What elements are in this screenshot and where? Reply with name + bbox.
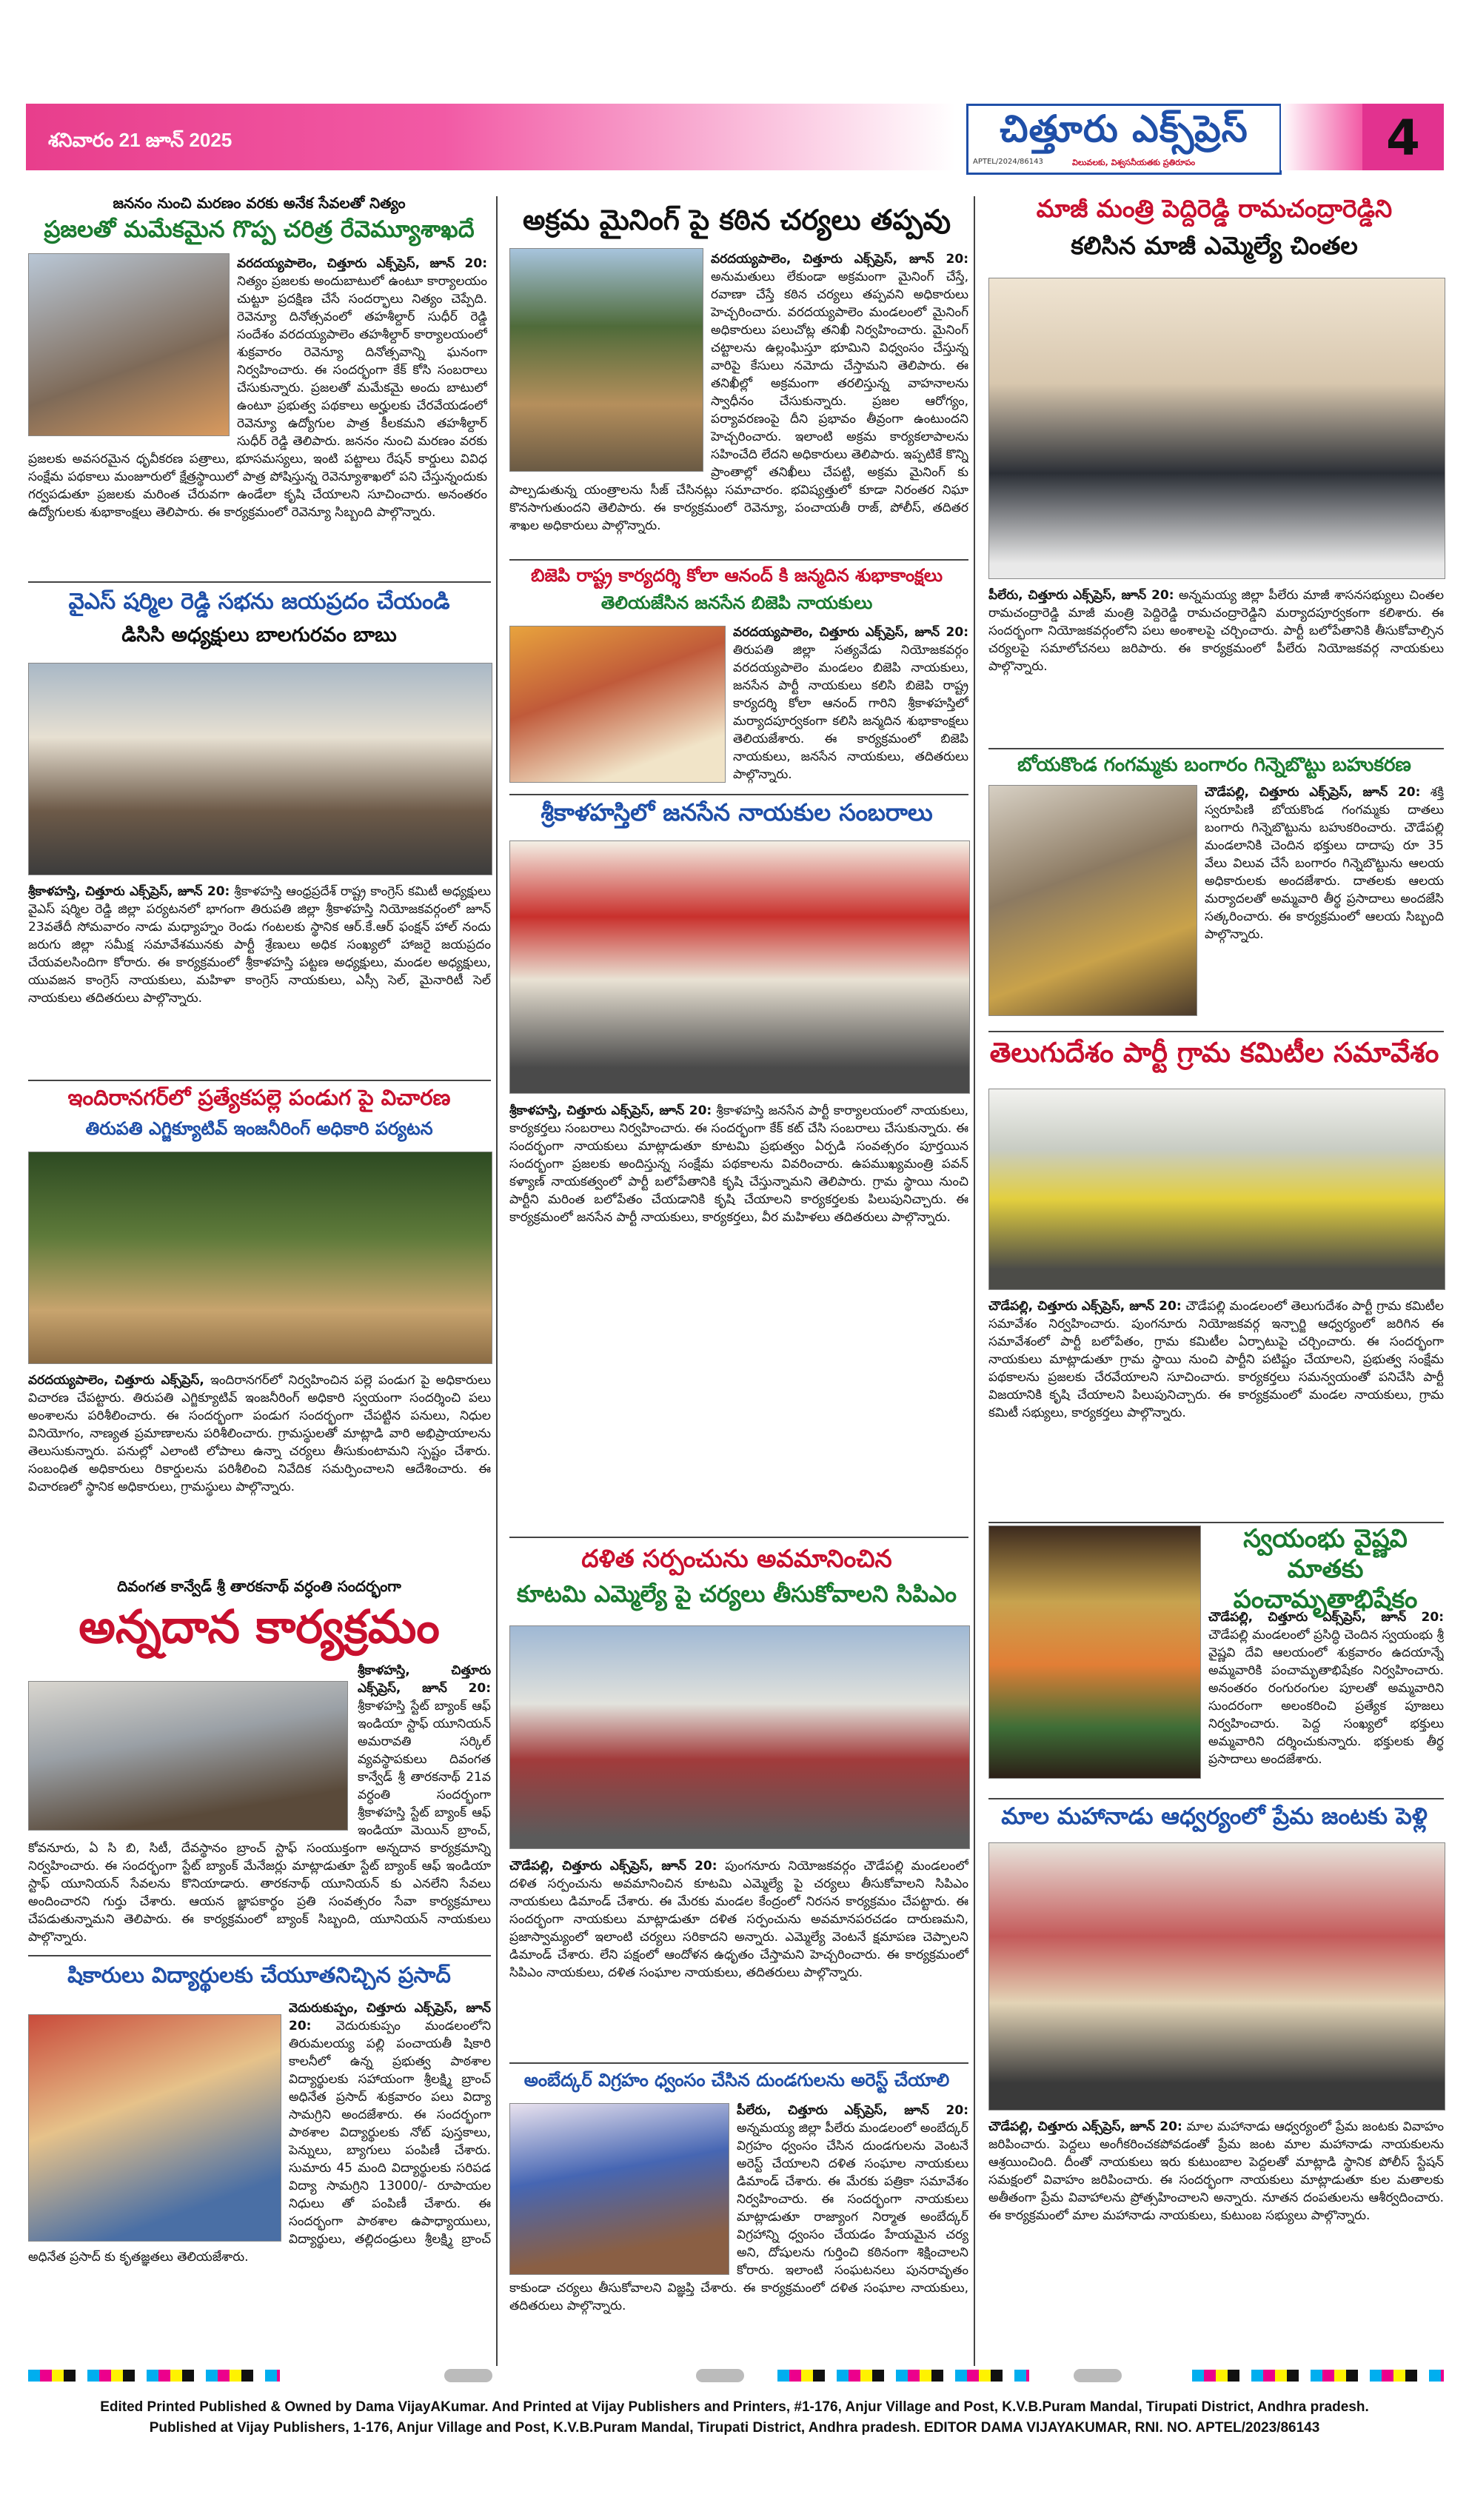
a11-headline: మాజీ మంత్రి పెద్దిరెడ్డి రామచంద్రారెడ్డిని [1036,194,1393,223]
a8-text: శ్రీకాళహస్తి జనసేన పార్టీ కార్యాలయంలో నాయకులు, కార్యకర్తలు సంబరాలు నిర్వహించారు. ఈ సందర్భంగా కేక్ కట్ చేసి సంబరాలు చేసుకున్నారు. ఈ సందర్భంగా నాయకులు మాట్లాడుతూ కూటమి ప్రభుత్వం ఏర్పడి సంవత్సరం పూర్తయిన సందర్భంగా ప్రజలకు అందిస్తున్న సంక్షేమ పథకాలను వివరించారు. ఉపముఖ్యమంత్రి పవన్ కళ్యాణ్ నాయకత్వంలో పార్టీ బలోపేతానికి కృషి చేస్తున్నామని తెలిపారు. గ్రామ స్థాయి నుంచి పార్టీని మరింత బలోపేతం చేయడానికి కృషి చేయాలని కార్యకర్తలకు పిలుపునిచ్చారు. ఈ కార్యక్రమంలో జనసేన పార్టీ నాయకులు, కార్యకర్తలు, వీర మహిళలు తదితరులు పాల్గొన్నారు. [509,1103,968,1225]
a9-subhead: కూటమి ఎమ్మెల్యే పై చర్యలు తీసుకోవాలని సిపిఎం [516,1581,957,1608]
a11-subhead: కలిసిన మాజీ ఎమ్మెల్యే చింతల [1071,231,1358,260]
registration-marks-left [28,2370,280,2382]
a1-text: నిత్యం ప్రజలకు అందుబాటులో ఉంటూ కార్యాలయం చుట్టూ ప్రదక్షిణ చేసే సందర్భాలు నిత్యం చెప్పేది. రెవెన్యూ దినోత్సవంలో తహశీల్దార్ సుధీర్ రెడ్డి సందేశం వరదయ్యపాలెం తహశీల్దార్ కార్యాలయంలో శుక్రవారం రెవెన్యూ దినోత్సవాన్ని ఘనంగా నిర్వహించారు. ఈ సందర్భంగా కేక్ కోసి సంబరాలు చేసుకున్నారు. ప్రజలతో మమేకమై అందు బాటులో ఉంటూ ప్రభుత్వ పథకాలు అర్హులకు చేరవేయడంలో రెవెన్యూ ఉద్యోగుల పాత్ర కీలకమని తహశీల్దార్ సుధీర్ రెడ్డి తెలిపారు. జననం నుంచి మరణం వరకు ప్రజలకు అవసరమైన ధృవీకరణ పత్రాలు, భూసమస్యలు, ఇంటి పట్టాలు రేషన్ కార్డులు వివిధ సంక్షేమ పథకాలు మంజూరులో క్షేత్రస్థాయిలో పాత్ర పోషిస్తున్న రెవెన్యూశాఖలో పని చేస్తున్నందుకు గర్వపడుతూ ప్రజలకు మరింత చేరువగా ఉండేలా కృషి చేయాలని సూచించారు. అనంతరం ఉద్యోగులకు శుభాకాంక్షలు తెలిపారు. ఈ కార్యక్రమంలో రెవెన్యూ సిబ్బంది పాల్గొన్నారు. [28,274,487,520]
a2-headline: వైఎస్ షర్మిల రెడ్డి సభను జయప్రదం చేయండి [68,589,450,615]
a7-headline: బిజెపి రాష్ట్ర కార్యదర్శి కోలా ఆనంద్ కి జన్మదిన శుభాకాంక్షలు [530,565,943,586]
a5-body [28,1999,491,2355]
a12-text: శక్తి స్వరూపిణి బోయకొండ గంగమ్మకు దాతలు బంగారు గిన్నెబొట్టును బహుకరించారు. చౌడేపల్లి మండలానికి చెందిన భక్తులు దాదాపు రూ 35 వేలు విలువ చేసే బంగారం గిన్నెబొట్టును ఆలయ అధికారులకు అందజేశారు. దాతలకు ఆలయ మర్యాదలతో అమ్మవారి తీర్థ ప్రసాదాలు అందజేసి సత్కరించారు. ఈ కార్యక్రమంలో ఆలయ సిబ్బంది పాల్గొన్నారు. [1205,785,1444,942]
a12-dateline: చౌడేపల్లి, చిత్తూరు ఎక్స్‌ప్రెస్, జూన్ 20: [1205,785,1421,800]
a14-body [988,1608,1444,1794]
a5-headline: షికారులు విద్యార్థులకు చేయూతనిచ్చిన ప్రసాద్ [67,1962,451,1988]
a1-kicker: జననం నుంచి మరణం వరకు అనేక సేవలతో నిత్యం [113,194,406,212]
divider [509,794,968,795]
a13-text: చౌడేపల్లి మండలంలో తెలుగుదేశం పార్టీ గ్రామ కమిటీల సమావేశం నిర్వహించారు. పుంగనూరు నియోజకవర్గ ఇన్చార్జి ఆధ్వర్యంలో జరిగిన ఈ సమావేశంలో పార్టీ బలోపేతం, గ్రామ కమిటీల ఏర్పాటుపై చర్చించారు. ఈ సందర్భంగా నాయకులు మాట్లాడుతూ గ్రామ స్థాయి నుంచి పార్టీని పటిష్టం చేయాలని, ప్రభుత్వ సంక్షేమ పథకాలను ప్రజలకు చేరవేయాలని సూచించారు. కార్యకర్తలు సమన్వయంతో పనిచేసి పార్టీ విజయానికి కృషి చేయాలని పిలుపునిచ్చారు. ఈ కార్యక్రమంలో మండల నాయకులు, గ్రామ కమిటీ సభ్యులు, కార్యకర్తలు పాల్గొన్నారు. [988,1299,1444,1420]
a14-text: చౌడేపల్లి మండలంలో ప్రసిద్ధి చెందిన స్వయంభు శ్రీ వైష్ణవి దేవి ఆలయంలో శుక్రవారం ఉదయాన్నే అమ్మవారికి పంచామృతాభిషేకం నిర్వహించారు. అనంతరం రంగురంగుల పూలతో అమ్మవారిని సుందరంగా అలంకరించి ప్రత్యేక పూజలు నిర్వహించారు. పెద్ద సంఖ్యలో భక్తులు అమ్మవారిని దర్శించుకున్నారు. భక్తులకు తీర్థ ప్రసాదాలు అందజేశారు. [1208,1628,1444,1767]
a8-headline: శ్రీకాళహస్తిలో జనసేన నాయకుల సంబరాలు [541,798,933,826]
a5-text: వెదురుకుప్పం మండలంలోని తిరుమలయ్య పల్లి పంచాయతీ షికారి కాలనీలో ఉన్న ప్రభుత్వ పాఠశాల విద్యార్థులకు సహాయంగా శ్రీలక్ష్మి బ్రాంచ్ అధినేత ప్రసాద్ శుక్రవారం పలు విద్యా సామగ్రిని అందజేశారు. ఈ సందర్భంగా పాఠశాల విద్యార్థులకు నోట్ పుస్తకాలు, పెన్నులు, బ్యాగులు పంపిణీ చేశారు. సుమారు 45 మంది విద్యార్థులకు సరిపడ విద్యా సామగ్రిని 13000/- రూపాయల నిధులు తో పంపిణీ చేశారు. ఈ సందర్భంగా పాఠశాల ఉపాధ్యాయులు, విద్యార్థులు, తల్లిదండ్రులు శ్రీలక్ష్మి బ్రాంచ్ అధినేత ప్రసాద్ కు కృతజ్ఞతలు తెలియజేశారు. [28,2019,491,2265]
a2-subhead: డిసిసి అధ్యక్షులు బాలగురవం బాబు [121,624,397,646]
divider [988,1522,1444,1523]
a2-body [28,883,491,1074]
a11-photo-meeting [988,278,1445,579]
registration-marks-center [777,2370,1029,2382]
a6-text: అనుమతులు లేకుండా అక్రమంగా మైనింగ్ చేస్తే, రవాణా చేస్తే కఠిన చర్యలు తప్పవని అధికారులు హెచ్చరించారు. వరదయ్యపాలెం మండలంలో మైనింగ్ అధికారులు పలుచోట్ల తనిఖీ నిర్వహించారు. మైనింగ్ చట్టాలను ఉల్లంఘిస్తూ భూమిని విధ్వంసం చేస్తున్న వారిపై కేసులు నమోదు చేస్తామని తెలిపారు. ఈ తనిఖీల్లో అక్రమంగా తరలిస్తున్న వాహనాలను స్వాధీనం చేసుకున్నారు. ప్రజల ఆరోగ్యం, పర్యావరణంపై దీని ప్రభావం తీవ్రంగా ఉంటుందని హెచ్చరించారు. ఇలాంటి అక్రమ కార్యకలాపాలను సహించేది లేదని అధికారులు తెలిపారు. ఇప్పటికే కొన్ని ప్రాంతాల్లో తనిఖీలు చేపట్టి, అక్రమ మైనింగ్ కు పాల్పడుతున్న యంత్రాలను సీజ్ చేసినట్లు సమాచారం. భవిష్యత్తులో కూడా నిరంతర నిఘా కొనసాగుతుందని తెలిపారు. ఈ కార్యక్రమంలో రెవెన్యూ, పంచాయతీ రాజ్, పోలీస్, తదితర శాఖల అధికారులు పాల్గొన్నారు. [509,270,968,533]
a10-text: అన్నమయ్య జిల్లా పీలేరు మండలంలో అంబేద్కర్ విగ్రహం ధ్వంసం చేసిన దుండగులను వెంటనే అరెస్ట్ చేయాలని దళిత సంఘాల నాయకులు డిమాండ్ చేశారు. ఈ మేరకు పత్రికా సమావేశం నిర్వహించారు. ఈ సందర్భంగా నాయకులు మాట్లాడుతూ రాజ్యాంగ నిర్మాత అంబేద్కర్ విగ్రహాన్ని ధ్వంసం చేయడం హేయమైన చర్య అని, దోషులను గుర్తించి కఠినంగా శిక్షించాలని కోరారు. ఇలాంటి సంఘటనలు పునరావృతం కాకుండా చర్యలు తీసుకోవాలని విజ్ఞప్తి చేశారు. ఈ కార్యక్రమంలో దళిత సంఘాల నాయకులు, తదితరులు పాల్గొన్నారు. [509,2121,968,2313]
header-right-bar [1281,104,1362,170]
divider [28,1080,491,1081]
a9-body [509,1857,968,2057]
a1-body [28,255,487,572]
registration-ellipse [696,2369,744,2382]
a3-photo-inspection [28,1152,492,1364]
a9-photo-cpm-protest [509,1625,970,1849]
a2-dateline: శ్రీకాళహస్తి, చిత్తూరు ఎక్స్‌ప్రెస్, జూన్ 20: [28,884,230,899]
a4-kicker: దివంగత కాన్వేడ్ శ్రీ తారకనాథ్ వర్ధంతి సందర్భంగా [117,1577,401,1595]
a2-text: శ్రీకాళహస్తి ఆంధ్రప్రదేశ్ రాష్ట్ర కాంగ్రెస్ కమిటీ అధ్యక్షులు వైఎస్ షర్మిల రెడ్డి జిల్లా పర్యటనలో భాగంగా తిరుపతి జిల్లా శ్రీకాళహస్తి నియోజకవర్గంలో జూన్ 23వతేదీ సోమవారం నాడు మధ్యాహ్నం రెండు గంటలకు స్థానిక ఆర్.కే.ఆర్ ఫంక్షన్ హాల్ నందు జరుగు జిల్లా సమీక్ష సమావేశమునకు పార్టీ శ్రేణులు అధిక సంఖ్యలో హాజరై జయప్రదం చేయవలసిందిగా కోరారు. ఈ కార్యక్రమంలో శ్రీకాళహస్తి పట్టణ అధ్యక్షులు, మండల అధ్యక్షులు, యువజన కాంగ్రెస్ నాయకులు, మహిళా కాంగ్రెస్ నాయకులు, ఎస్సీ సెల్, మైనారిటీ సెల్ నాయకులు తదితరులు పాల్గొన్నారు. [28,884,491,1006]
date-banner [26,104,955,170]
a4-dateline: శ్రీకాళహస్తి, చిత్తూరు ఎక్స్‌ప్రెస్, జూన్ 20: [358,1663,491,1696]
a15-headline: మాల మహానాడు ఆధ్వర్యంలో ప్రేమ జంటకు పెళ్లి [1001,1803,1428,1830]
registration-marks-right [1192,2370,1444,2382]
a13-dateline: చౌడేపల్లి, చిత్తూరు ఎక్స్‌ప్రెస్, జూన్ 20: [988,1299,1182,1314]
column-rule-right [974,196,975,2366]
a7-subhead: తెలియజేసిన జనసేన బిజెపి నాయకులు [600,592,873,613]
divider [28,1955,491,1956]
a8-dateline: శ్రీకాళహస్తి, చిత్తూరు ఎక్స్‌ప్రెస్, జూన్ 20: [509,1103,712,1118]
masthead-registration: APTEL/2024/86143 [973,158,1043,166]
a12-body [988,783,1444,1028]
a1-dateline: వరదయ్యపాలెం, చిత్తూరు ఎక్స్‌ప్రెస్, జూన్ 20: [237,256,487,271]
divider [988,1031,1444,1032]
page-date: శనివారం 21 జూన్ 2025 [48,129,232,151]
a12-headline: బోయకొండ గంగమ్మకు బంగారం గిన్నెబొట్టు బహుకరణ [1017,754,1411,776]
a3-subhead: తిరుపతి ఎగ్జిక్యూటివ్ ఇంజనీరింగ్ అధికారి పర్యటన [85,1118,433,1139]
a10-dateline: పీలేరు, చిత్తూరు ఎక్స్‌ప్రెస్, జూన్ 20: [737,2103,968,2118]
a8-photo-janasena-celebrations [509,840,970,1094]
a1-headline: ప్రజలతో మమేకమైన గొప్ప చరిత్ర రేవెమ్యూశాఖదే [44,216,475,243]
imprint-line-2: Published at Vijay Publishers, 1-176, Anjur Village and Post, K.V.B.Puram Mandal, Tirupati District, Andhra pradesh. EDITOR DAMA VIJAYAKUMAR, RNI. NO. APTEL/2023/86143 [149,2420,1320,2436]
a14-headline: స్వయంభు వైష్ణవి మాతకు పంచామృతాభిషేకం [1233,1524,1418,1614]
a7-text: తిరుపతి జిల్లా సత్యవేడు నియోజకవర్గం వరదయ్యపాలెం మండలం బిజెపి నాయకులు, జనసేన పార్టీ నాయకులు కలిసి బిజెపి రాష్ట్ర కార్యదర్శి కోలా ఆనంద్ గారిని శ్రీకాళహస్తిలో మర్యాదపూర్వకంగా కలిసి జన్మదిన శుభాకాంక్షలు తెలియజేశారు. ఈ కార్యక్రమంలో బిజెపి నాయకులు, జనసేన నాయకులు, తదితరులు పాల్గొన్నారు. [733,643,968,782]
a6-headline: అక్రమ మైనింగ్ పై కఠిన చర్యలు తప్పవు [522,204,951,236]
a13-headline: తెలుగుదేశం పార్టీ గ్రామ కమిటీల సమావేశం [989,1037,1439,1069]
a4-body [28,1662,491,1951]
page-number-box [1362,104,1444,170]
a5-dateline: వెదురుకుప్పం, చిత్తూరు ఎక్స్‌ప్రెస్, జూన్ 20: [289,2001,491,2033]
column-rule-left [496,196,498,2366]
a11-text: అన్నమయ్య జిల్లా పీలేరు మాజీ శాసనసభ్యులు చింతల రామచంద్రారెడ్డి మాజీ మంత్రి పెద్దిరెడ్డి రామచంద్రారెడ్డిని మర్యాదపూర్వకంగా కలిశారు. ఈ సందర్భంగా నియోజకవర్గంలోని పలు అంశాలపై చర్చించారు. పార్టీ బలోపేతానికి తీసుకోవాల్సిన చర్యలపై సమాలోచనలు జరిపారు. ఈ కార్యక్రమంలో పీలేరు నియోజకవర్గ నాయకులు పాల్గొన్నారు. [988,588,1444,674]
a10-body [509,2102,968,2353]
a4-headline: అన్నదాన కార్యక్రమం [78,1600,440,1654]
a2-photo-congress-meeting [28,663,492,875]
a15-text: మాల మహానాడు ఆధ్వర్యంలో ప్రేమ జంటకు వివాహం జరిపించారు. పెద్దలు అంగీకరించకపోవడంతో ప్రేమ జంట మాల మహానాడు నాయకులను ఆశ్రయించింది. దీంతో నాయకులు ఇరు కుటుంబాల పెద్దలతో మాట్లాడి స్థానిక పోలీస్ స్టేషన్ సమక్షంలో వివాహం జరిపించారు. ఈ సందర్భంగా నాయకులు మాట్లాడుతూ కుల మతాలకు అతీతంగా ప్రేమ వివాహాలను ప్రోత్సహించాలని అన్నారు. నూతన దంపతులను ఆశీర్వదించారు. ఈ కార్యక్రమంలో మాల మహానాడు నాయకులు, కుటుంబ సభ్యులు పాల్గొన్నారు. [988,2119,1444,2223]
registration-ellipse [444,2369,492,2382]
divider [28,581,491,583]
a15-body [988,2118,1444,2355]
a7-body [509,624,968,788]
masthead [966,104,1282,175]
a3-dateline: వరదయ్యపాలెం, చిత్తూరు ఎక్స్‌ప్రెస్, [28,1373,204,1388]
a4-text: శ్రీకాళహస్తి స్టేట్ బ్యాంక్ ఆఫ్ ఇండియా స్టాఫ్ యూనియన్ అమరావతి సర్కిల్ వ్యవస్థాపకులు దివంగత కాన్వేడ్ శ్రీ తారకనాథ్ 21వ వర్ధంతి సందర్భంగా శ్రీకాళహస్తి స్టేట్ బ్యాంక్ ఆఫ్ ఇండియా మెయిన్ బ్రాంచ్, కోవనూరు, ఏ సి బి, సిటీ, దేవస్థానం బ్రాంచ్ స్టాఫ్ సంయుక్తంగా అన్నదాన కార్యక్రమాన్ని నిర్వహించారు. ఈ సందర్భంగా స్టేట్ బ్యాంక్ మేనేజర్లు మాట్లాడుతూ స్టేట్ బ్యాంక్ ఆఫ్ ఇండియా స్టాఫ్ యూనియన్ సేవలను కొనియాడారు. తారకనాథ్ యూనియన్ కు ఎనలేని సేవలు అందించారని గుర్తు చేశారు. ఆయన జ్ఞాపకార్థం ప్రతి సంవత్సరం సేవా కార్యక్రమాలు చేపడుతున్నామని తెలిపారు. ఈ కార్యక్రమంలో బ్యాంక్ సిబ్బంది, యూనియన్ నాయకులు పాల్గొన్నారు. [28,1699,491,1945]
masthead-title: చిత్తూరు ఎక్స్‌ప్రెస్ [1000,107,1248,150]
a11-body [988,586,1444,742]
a3-headline: ఇందిరానగర్‌లో ప్రత్యేకపల్లె పండుగ పై విచారణ [67,1085,451,1110]
divider [509,559,968,561]
a15-dateline: చౌడేపల్లి, చిత్తూరు ఎక్స్‌ప్రెస్, జూన్ 20: [988,2119,1182,2134]
divider [988,748,1444,749]
masthead-tagline: విలువలకు, విశ్వసనీయతకు ప్రతిరూపం [1072,158,1196,167]
a3-text: ఇందిరానగర్‌లో నిర్వహించిన పల్లె పండుగ పై అధికారులు విచారణ చేపట్టారు. తిరుపతి ఎగ్జిక్యూటివ్ ఇంజనీరింగ్ అధికారి స్వయంగా సందర్శించి పలు అంశాలను పరిశీలించారు. ఈ సందర్భంగా పండుగ సందర్భంగా చేపట్టిన పనులు, నిధుల వినియోగం, నాణ్యత ప్రమాణాలను పరిశీలించారు. గ్రామస్థులతో మాట్లాడి వారి అభిప్రాయాలను తెలుసుకున్నారు. పనుల్లో ఎలాంటి లోపాలు ఉన్నా చర్యలు తీసుకుంటామని స్పష్టం చేశారు. సంబంధిత అధికారులు రికార్డులను పరిశీలించి నివేదిక సమర్పించాలని ఆదేశించారు. ఈ విచారణలో స్థానిక అధికారులు, గ్రామస్థులు పాల్గొన్నారు. [28,1373,491,1494]
a9-text: పుంగనూరు నియోజకవర్గం చౌడేపల్లి మండలంలో దళిత సర్పంచును అవమానించిన కూటమి ఎమ్మెల్యే పై చర్యలు తీసుకోవాలని సిపిఎం నాయకులు డిమాండ్ చేశారు. ఈ మేరకు మండల కేంద్రంలో నిరసన కార్యక్రమం చేపట్టారు. ఈ సందర్భంగా నాయకులు మాట్లాడుతూ దళిత సర్పంచును అవమానపరచడం దారుణమని, ప్రజాస్వామ్యంలో ఇలాంటి చర్యలు సరికాదని అన్నారు. ఎమ్మెల్యే వెంటనే క్షమాపణ చెప్పాలని డిమాండ్ చేశారు. లేని పక్షంలో ఆందోళన ఉధృతం చేస్తామని హెచ్చరించారు. ఈ కార్యక్రమంలో సిపిఎం నాయకులు, దళిత సంఘాల నాయకులు, తదితరులు పాల్గొన్నారు. [509,1859,968,1980]
a10-headline: అంబేద్కర్ విగ్రహం ధ్వంసం చేసిన దుండగులను అరెస్ట్ చేయాలి [523,2070,950,2090]
a13-body [988,1297,1444,1518]
divider [988,1798,1444,1799]
a7-dateline: వరదయ్యపాలెం, చిత్తూరు ఎక్స్‌ప్రెస్, జూన్ 20: [733,625,968,640]
a9-headline: దళిత సర్పంచును అవమానించిన [581,1544,892,1573]
a6-dateline: వరదయ్యపాలెం, చిత్తూరు ఎక్స్‌ప్రెస్, జూన్ 20: [711,252,968,267]
registration-ellipse [1074,2369,1122,2382]
a6-body [509,250,968,554]
a13-photo-tdp-meeting [988,1089,1445,1290]
a8-body [509,1102,968,1531]
divider [509,1537,968,1538]
a15-photo-wedding [988,1842,1445,2110]
imprint-line-1: Edited Printed Published & Owned by Dama VijayAKumar. And Printed at Vijay Publishers and Printers, #1-176, Anjur Village and Post, K.V.B.Puram Mandal, Tirupati District, Andhra pradesh. [100,2399,1369,2415]
a3-body [28,1371,491,1570]
page-number: 4 [1386,110,1420,167]
a11-dateline: పీలేరు, చిత్తూరు ఎక్స్‌ప్రెస్, జూన్ 20: [988,588,1174,603]
a9-dateline: చౌడేపల్లి, చిత్తూరు ఎక్స్‌ప్రెస్, జూన్ 20: [509,1859,717,1874]
divider [509,2062,968,2064]
a14-dateline: చౌడేపల్లి, చిత్తూరు ఎక్స్‌ప్రెస్, జూన్ 20: [1208,1610,1444,1625]
